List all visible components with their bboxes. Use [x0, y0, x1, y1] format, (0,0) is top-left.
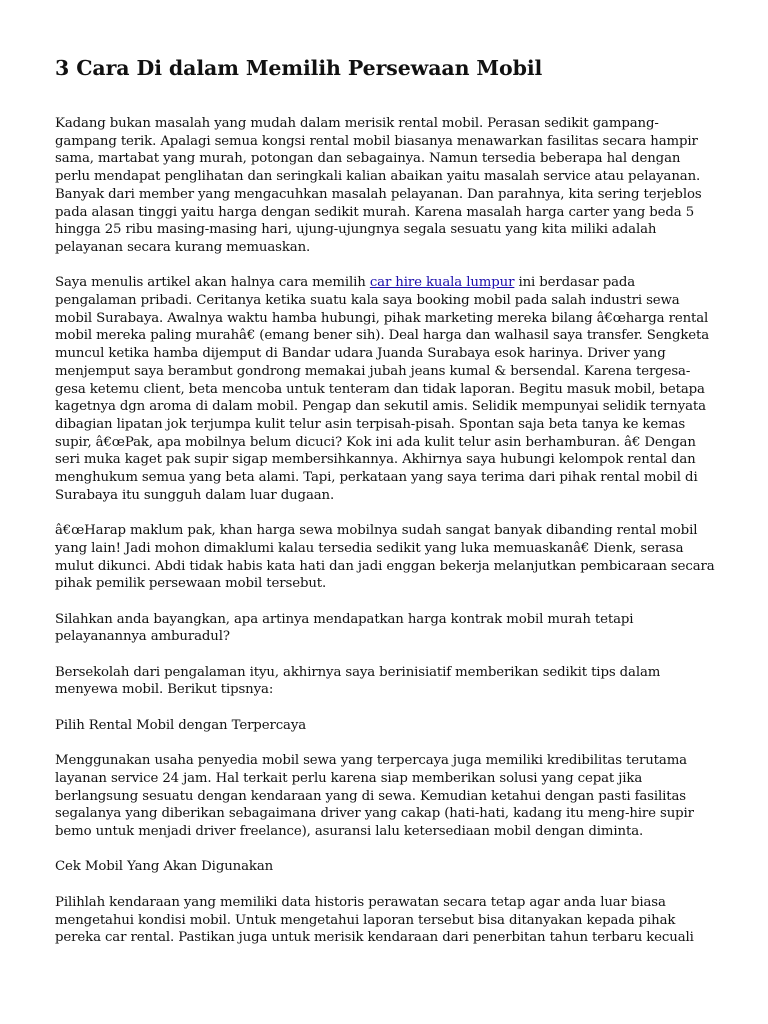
document-page: [55, 52, 716, 965]
document-title: 3 Cara Di dalam Memilih Persewaan Mobil: [55, 56, 543, 80]
paragraph-story-before-link: Saya menulis artikel akan halnya cara memilih: [55, 275, 370, 291]
paragraph-intro: Kadang bukan masalah yang mudah dalam merisik rental mobil. Perasan sedikit gampang-gampang terik. Apalagi semua kongsi rental mobil biasanya menawarkan fasilitas secara hampir sama, martabat yang murah, potongan dan sebagainya. Namun tersedia beberapa hal dengan perlu mendapat penglihatan dan seringkali kalian abaikan yaitu masalah service atau pelayanan. Banyak dari member yang mengacuhkan masalah pelayanan. Dan parahnya, kita sering terjeblos pada alasan tinggi yaitu harga dengan sedikit murah. Karena masalah harga carter yang beda 5 hingga 25 ribu masing-masing hari, ujung-ujungnya segala sesuatu yang kita miliki adalah pelayanan secara kurang memuaskan.: [55, 116, 702, 255]
paragraph-check-car: Pilihlah kendaraan yang memiliki data historis perawatan secara tetap agar anda luar biasa mengetahui kondisi mobil. Untuk mengetahui laporan tersebut bisa ditanyakan kepada pihak pereka car rental. Pastikan juga untuk merisik kendaraan dari penerbitan tahun terbaru kecuali: [55, 894, 694, 946]
tip-heading-trusted-rental: Pilih Rental Mobil dengan Terpercaya: [55, 717, 307, 733]
paragraph-trusted-rental: Menggunakan usaha penyedia mobil sewa yang terpercaya juga memiliki kredibilitas terutama layanan service 24 jam. Hal terkait perlu karena siap memberikan solusi yang cepat jika berlangsung sesuatu dengan kendaraan yang di sewa. Kemudian ketahui dengan pasti fasilitas segalanya yang diberikan sebagaimana driver yang cakap (hati-hati, kadang itu meng-hire supir bemo untuk menjadi driver freelance), asuransi lalu ketersediaan mobil dengan diminta.: [55, 753, 694, 840]
paragraph-story: [55, 274, 716, 504]
paragraph-tips-intro: Bersekolah dari pengalaman ityu, akhirnya saya berinisiatif memberikan sedikit tips dalam menyewa mobil. Berikut tipsnya:: [55, 664, 661, 698]
car-hire-link[interactable]: car hire kuala lumpur: [369, 275, 515, 291]
paragraph-question: Silahkan anda bayangkan, apa artinya mendapatkan harga kontrak mobil murah tetapi pelayanannya amburadul?: [55, 611, 634, 645]
paragraph-story-after-link: ini berdasar pada pengalaman pribadi. Ceritanya ketika suatu kala saya booking mobil pada salah industri sewa mobil Surabaya. Awalnya waktu hamba hubungi, pihak marketing mereka bilang â€œharga rental mobil mereka paling murahâ€ (emang bener sih). Deal harga dan walhasil saya transfer. Sengketa muncul ketika hamba dijemput di Bandar udara Juanda Surabaya esok harinya. Driver yang menjemput saya berambut gondrong memakai jubah jeans kumal & bersendal. Karena tergesa-gesa ketemu client, beta mencoba untuk tenteram dan tidak laporan. Begitu masuk mobil, betapa kagetnya dgn aroma di dalam mobil. Pengap dan sekutil amis. Selidik mempunyai selidik ternyata dibagian lipatan jok terjumpa kulit telur asin terpisah-pisah. Spontan saja beta tanya ke kemas supir, â€œPak, apa mobilnya belum dicuci? Kok ini ada kulit telur asin berhamburan. â€ Dengan seri muka kaget pak supir sigap membersihkannya. Akhirnya saya hubungi kelompok rental dan menghukum semua yang beta alami. Tapi, perkataan yang saya terima dari pihak rental mobil di Surabaya itu sungguh dalam luar dugaan.: [55, 275, 710, 503]
tip-heading-check-car: Cek Mobil Yang Akan Digunakan: [55, 859, 274, 875]
paragraph-quote: â€œHarap maklum pak, khan harga sewa mobilnya sudah sangat banyak dibanding rental mobil yang lain! Jadi mohon dimaklumi kalau tersedia sedikit yang luka memuaskanâ€ Dienk, serasa mulut dikunci. Abdi tidak habis kata hati dan jadi enggan bekerja melanjutkan pembicaraan secara pihak pemilik persewaan mobil tersebut.: [55, 523, 715, 592]
